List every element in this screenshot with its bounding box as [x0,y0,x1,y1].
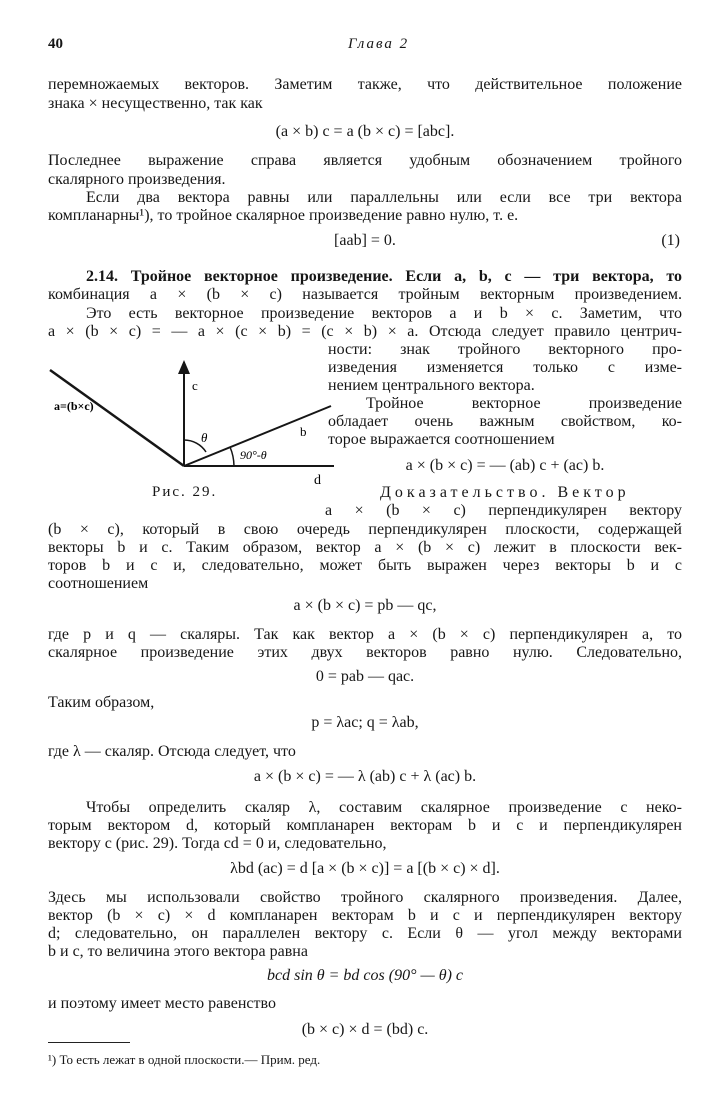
label-b: b [300,424,307,439]
text-line: Здесь мы использовали свойство тройного скалярного произведения. Далее, [48,889,682,906]
chapter-title: Глава 2 [348,36,410,52]
text-line: a × (b × c) = — a × (c × b) = (c × b) × a. Отсюда следует правило центрич- [48,323,682,340]
equation: [aab] = 0. [334,232,396,249]
equation: p = λac; q = λab, [311,714,419,731]
equation: λbd (ac) = d [a × (b × c)] = a [(b × c) × d]. [230,860,500,877]
text-line: Чтобы определить скаляр λ, составим скалярное произведение с неко- [86,799,682,816]
text-line: торым вектором d, который компланарен векторам b и c и перпендикулярен [48,817,682,834]
text-line: изведения изменяется только с изме- [328,359,682,376]
text-line: скалярного произведения. [48,171,226,188]
label-c: c [192,378,198,393]
text-line: b и c, то величина этого вектора равна [48,943,308,960]
footnote: ¹) То есть лежат в одной плоскости.— Прим. ред. [48,1052,321,1067]
text-line: нением центрального вектора. [328,377,535,394]
vector-a [50,370,184,466]
text-line: Доказательство. Вектор [380,484,630,501]
text-line: обладает очень важным свойством, ко- [328,413,682,430]
text-line: Это есть векторное произведение векторов a и b × c. Заметим, что [86,305,682,322]
text-line: и поэтому имеет место равенство [48,995,276,1012]
label-a: a=(b×c) [54,399,94,413]
vector-diagram [44,350,344,490]
text-line: соотношением [48,575,149,592]
text-line: d; следовательно, он параллелен вектору c. Если θ — угол между векторами [48,925,682,942]
equation: (b × c) × d = (bd) c. [301,1021,429,1038]
text-line: комбинация a × (b × c) называется тройным векторным произведением. [48,286,682,303]
running-header [48,36,680,56]
label-d: d [314,473,321,488]
label-theta: θ [201,430,208,445]
text-line: торое выражается соотношением [328,431,555,448]
text-line: (b × c), который в свою очередь перпендикулярен плоскости, содержащей [48,521,682,538]
equation: a × (b × c) = — λ (ab) c + λ (ac) b. [253,768,477,785]
figure-29 [44,350,344,490]
equation: (a × b) c = a (b × c) = [abc]. [275,123,455,140]
text-line: a × (b × c) перпендикулярен вектору [325,502,682,519]
text-line: ности: знак тройного векторного про- [328,341,682,358]
text-line: векторы b и c. Таким образом, вектор a × (b × c) лежит в плоскости век- [48,539,682,556]
text-line: знака × несущественно, так как [48,95,263,112]
equation-number: (1) [661,232,680,249]
text-line: Тройное векторное произведение [366,395,682,412]
text-line: перемножаемых векторов. Заметим также, что действительное положение [48,76,682,93]
text-line: скалярное произведение этих двух векторов равно нулю. Следовательно, [48,644,682,661]
equation: bcd sin θ = bd cos (90° — θ) c [267,967,463,984]
text-line: компланарны¹), то тройное скалярное произведение равно нулю, т. е. [48,207,519,224]
text-line: вектору c (рис. 29). Тогда cd = 0 и, следовательно, [48,835,387,852]
section-heading-line: 2.14. Тройное векторное произведение. Если a, b, c — три вектора, то [86,268,682,285]
label-angle: 90°-θ [240,448,267,462]
text-line: где λ — скаляр. Отсюда следует, что [48,743,296,760]
text-line: где p и q — скаляры. Так как вектор a × (b × c) перпендикулярен a, то [48,626,682,643]
text-line: Если два вектора равны или параллельны или если все три вектора [86,189,682,206]
text-line: торов b и c и, следовательно, может быть выражен через векторы b и c [48,557,682,574]
equation: a × (b × c) = — (ab) c + (ac) b. [405,457,605,474]
text-line: вектор (b × c) × d компланарен векторам b и c и перпендикулярен вектору [48,907,682,924]
angle-arc [230,447,234,466]
text-line: Последнее выражение справа является удобным обозначением тройного [48,152,682,169]
page-number: 40 [48,36,63,52]
text-line: Таким образом, [48,694,155,711]
equation: 0 = pab — qac. [315,668,415,685]
equation: a × (b × c) = pb — qc, [293,597,437,614]
footnote-rule [48,1042,130,1043]
figure-caption: Рис. 29. [152,484,218,500]
